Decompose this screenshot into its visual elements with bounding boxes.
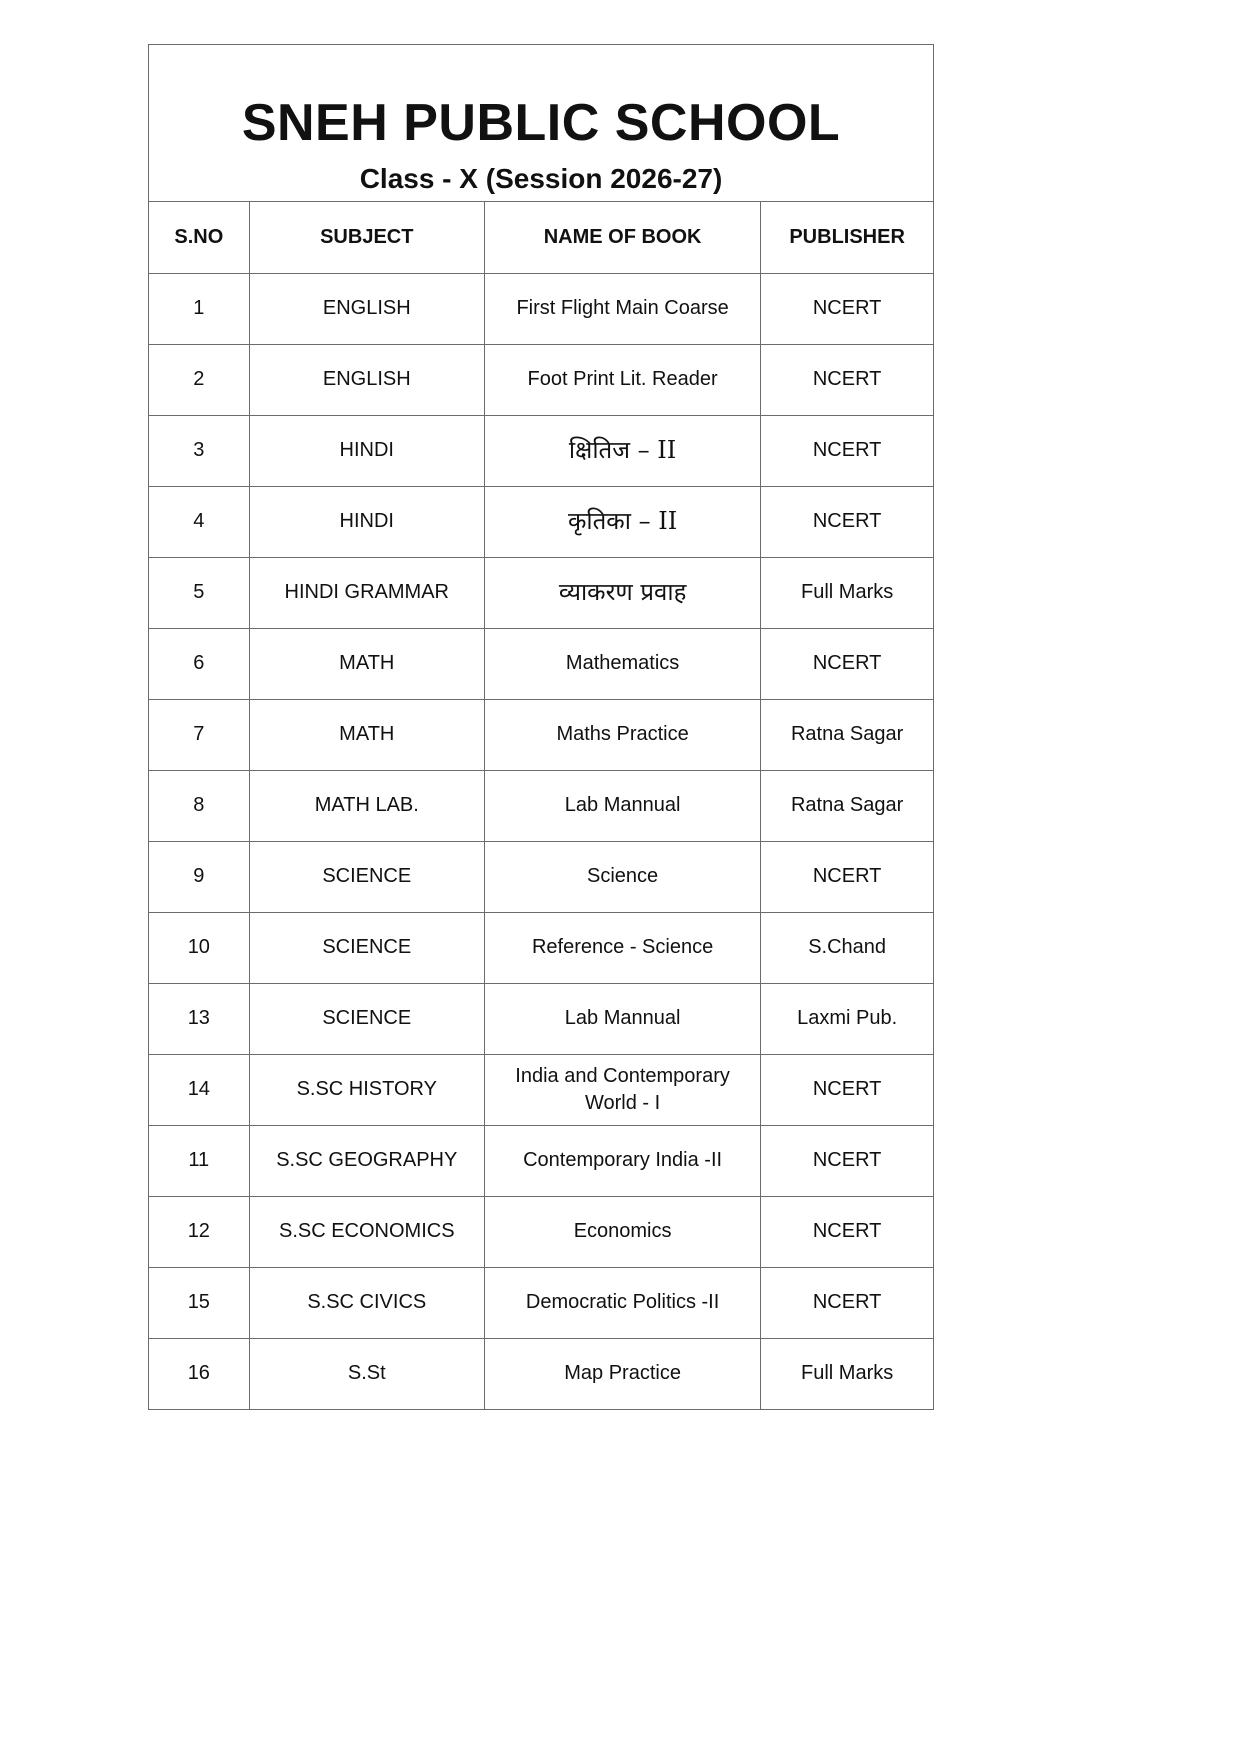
cell-subject: S.SC CIVICS xyxy=(249,1267,484,1338)
cell-subject: SCIENCE xyxy=(249,912,484,983)
cell-sno: 15 xyxy=(149,1267,249,1338)
cell-sno: 8 xyxy=(149,770,249,841)
table-row xyxy=(149,770,933,841)
cell-sno: 13 xyxy=(149,983,249,1054)
cell-publisher: NCERT xyxy=(761,1267,933,1338)
table-row xyxy=(149,1125,933,1196)
cell-sno: 5 xyxy=(149,557,249,628)
cell-sno: 14 xyxy=(149,1054,249,1125)
table-row xyxy=(149,557,933,628)
table-row xyxy=(149,1338,933,1409)
cell-book: First Flight Main Coarse xyxy=(484,273,760,344)
cell-subject: S.St xyxy=(249,1338,484,1409)
cell-book: Lab Mannual xyxy=(484,770,760,841)
cell-sno: 4 xyxy=(149,486,249,557)
table-row xyxy=(149,841,933,912)
cell-subject: HINDI xyxy=(249,486,484,557)
cell-book: Foot Print Lit. Reader xyxy=(484,344,760,415)
cell-publisher: Full Marks xyxy=(761,557,933,628)
cell-publisher: Full Marks xyxy=(761,1338,933,1409)
cell-subject: MATH LAB. xyxy=(249,770,484,841)
cell-publisher: NCERT xyxy=(761,1054,933,1125)
cell-sno: 1 xyxy=(149,273,249,344)
table-row xyxy=(149,699,933,770)
cell-publisher: NCERT xyxy=(761,1196,933,1267)
cell-publisher: NCERT xyxy=(761,841,933,912)
cell-book: क्षितिज – II xyxy=(484,415,760,486)
cell-publisher: NCERT xyxy=(761,415,933,486)
table-row xyxy=(149,273,933,344)
cell-publisher: NCERT xyxy=(761,344,933,415)
school-name: SNEH PUBLIC SCHOOL xyxy=(241,94,841,152)
table-row xyxy=(149,1054,933,1125)
cell-sno: 7 xyxy=(149,699,249,770)
cell-subject: SCIENCE xyxy=(249,983,484,1054)
cell-book: व्याकरण प्रवाह xyxy=(484,557,760,628)
cell-sno: 10 xyxy=(149,912,249,983)
table-row xyxy=(149,415,933,486)
table-row xyxy=(149,912,933,983)
cell-book: Science xyxy=(484,841,760,912)
column-header-publisher: PUBLISHER xyxy=(761,202,933,273)
cell-publisher: NCERT xyxy=(761,273,933,344)
cell-publisher: NCERT xyxy=(761,486,933,557)
cell-subject: HINDI GRAMMAR xyxy=(249,557,484,628)
cell-sno: 6 xyxy=(149,628,249,699)
table-row xyxy=(149,486,933,557)
cell-sno: 9 xyxy=(149,841,249,912)
cell-sno: 2 xyxy=(149,344,249,415)
cell-publisher: NCERT xyxy=(761,628,933,699)
cell-publisher: S.Chand xyxy=(761,912,933,983)
cell-subject: MATH xyxy=(249,628,484,699)
cell-book: Mathematics xyxy=(484,628,760,699)
book-list-sheet xyxy=(148,44,934,1410)
table-header-row xyxy=(149,202,933,273)
class-session-line: Class - X (Session 2026-27) xyxy=(359,163,723,194)
column-header-subject: SUBJECT xyxy=(249,202,484,273)
cell-publisher: Laxmi Pub. xyxy=(761,983,933,1054)
cell-publisher: Ratna Sagar xyxy=(761,770,933,841)
book-list-table xyxy=(149,202,933,1409)
cell-subject: ENGLISH xyxy=(249,273,484,344)
table-body xyxy=(149,273,933,1409)
table-row xyxy=(149,628,933,699)
table-row xyxy=(149,1267,933,1338)
cell-subject: MATH xyxy=(249,699,484,770)
cell-sno: 11 xyxy=(149,1125,249,1196)
cell-subject: S.SC HISTORY xyxy=(249,1054,484,1125)
cell-sno: 12 xyxy=(149,1196,249,1267)
cell-sno: 16 xyxy=(149,1338,249,1409)
cell-subject: S.SC ECONOMICS xyxy=(249,1196,484,1267)
sheet-heading xyxy=(149,45,933,202)
cell-book: India and Contemporary World - I xyxy=(484,1054,760,1125)
cell-subject: SCIENCE xyxy=(249,841,484,912)
cell-book: Democratic Politics -II xyxy=(484,1267,760,1338)
cell-book: कृतिका – II xyxy=(484,486,760,557)
cell-book: Economics xyxy=(484,1196,760,1267)
table-row xyxy=(149,983,933,1054)
cell-book: Contemporary India -II xyxy=(484,1125,760,1196)
column-header-sno: S.NO xyxy=(149,202,249,273)
cell-book: Reference - Science xyxy=(484,912,760,983)
table-row xyxy=(149,344,933,415)
table-row xyxy=(149,1196,933,1267)
cell-publisher: NCERT xyxy=(761,1125,933,1196)
cell-subject: ENGLISH xyxy=(249,344,484,415)
cell-subject: S.SC GEOGRAPHY xyxy=(249,1125,484,1196)
cell-publisher: Ratna Sagar xyxy=(761,699,933,770)
cell-subject: HINDI xyxy=(249,415,484,486)
cell-book: Map Practice xyxy=(484,1338,760,1409)
cell-book: Maths Practice xyxy=(484,699,760,770)
cell-book: Lab Mannual xyxy=(484,983,760,1054)
cell-sno: 3 xyxy=(149,415,249,486)
column-header-book: NAME OF BOOK xyxy=(484,202,760,273)
